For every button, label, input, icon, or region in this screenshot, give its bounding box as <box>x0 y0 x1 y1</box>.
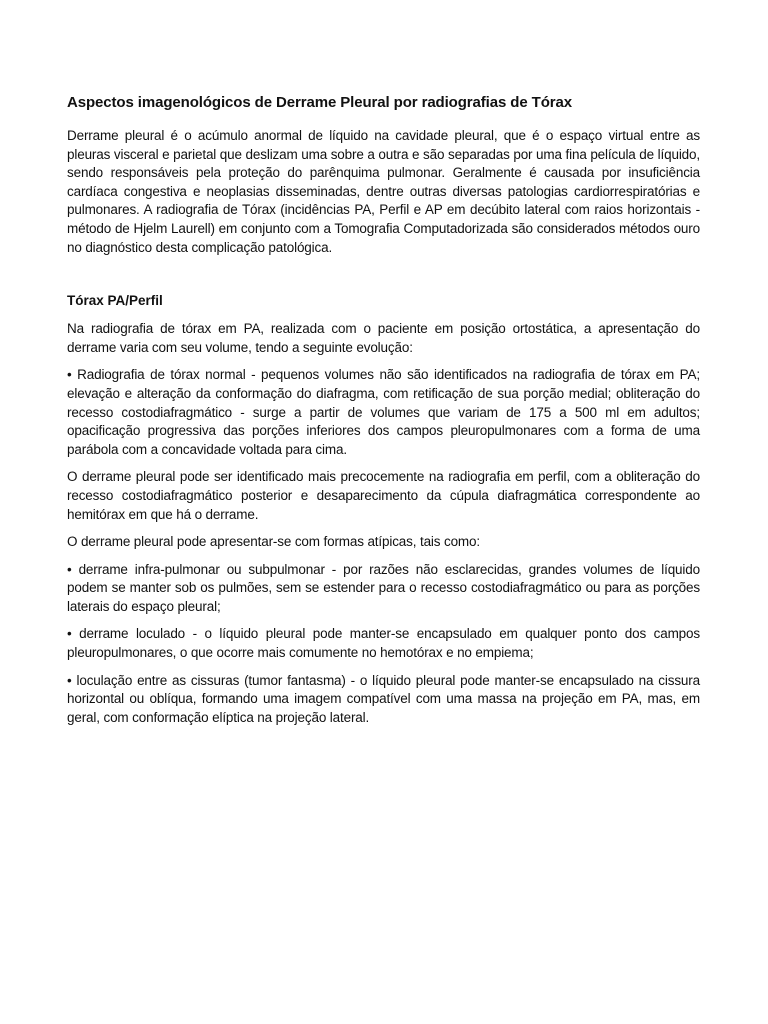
bullet-evolution: • Radiografia de tórax normal - pequenos volumes não são identificados na radiografia de tórax em PA; elevação e alteração da conformação do diafragma, com retificação de sua porção medial; obliteração do recesso costodiafragmático - surge a partir de volumes que variam de 175 a 500 ml em adultos; opacificação progressiva das porções inferiores dos campos pleuropulmonares com a forma de uma parábola com a concavidade voltada para cima. <box>67 366 700 459</box>
intro-paragraph: Derrame pleural é o acúmulo anormal de líquido na cavidade pleural, que é o espaço virtual entre as pleuras visceral e parietal que deslizam uma sobre a outra e são separadas por uma fina película de líquido, sendo responsáveis pela proteção do parênquima pulmonar. Geralmente é causada por insuficiência cardíaca congestiva e neoplasias disseminadas, dentre outras diversas patologias cardiorrespiratórias e pulmonares. A radiografia de Tórax (incidências PA, Perfil e AP em decúbito lateral com raios horizontais - método de Hjelm Laurell) em conjunto com a Tomografia Computadorizada são considerados métodos ouro no diagnóstico desta complicação patológica. <box>67 128 700 255</box>
bullet-subpulmonar: • derrame infra-pulmonar ou subpulmonar - por razões não esclarecidas, grandes volumes de líquido podem se manter sob os pulmões, sem se estender para o recesso costodiafragmático ou para as porções laterais do espaço pleural; <box>67 561 700 617</box>
bullet-loculado: • derrame loculado - o líquido pleural pode manter-se encapsulado em qualquer ponto dos campos pleuropulmonares, o que ocorre mais comumente no hemotórax e no empiema; <box>67 625 700 662</box>
perfil-paragraph: O derrame pleural pode ser identificado mais precocemente na radiografia em perfil, com a obliteração do recesso costodiafragmático posterior e desaparecimento da cúpula diafragmática correspondente ao hemitórax em que há o derrame. <box>67 469 700 522</box>
document-title: Aspectos imagenológicos de Derrame Pleural por radiografias de Tórax <box>67 94 573 111</box>
section-heading-torax-pa-perfil: Tórax PA/Perfil <box>67 293 163 309</box>
document-page <box>67 92 700 736</box>
atypical-forms-paragraph: O derrame pleural pode apresentar-se com formas atípicas, tais como: <box>67 534 480 550</box>
bullet-cissuras: • loculação entre as cissuras (tumor fantasma) - o líquido pleural pode manter-se encapsulado na cissura horizontal ou oblíqua, formando uma imagem compatível com uma massa na projeção em PA, mas, em geral, com conformação elíptica na projeção lateral. <box>67 672 700 728</box>
pa-paragraph: Na radiografia de tórax em PA, realizada com o paciente em posição ortostática, a apresentação do derrame varia com seu volume, tendo a seguinte evolução: <box>67 321 700 355</box>
